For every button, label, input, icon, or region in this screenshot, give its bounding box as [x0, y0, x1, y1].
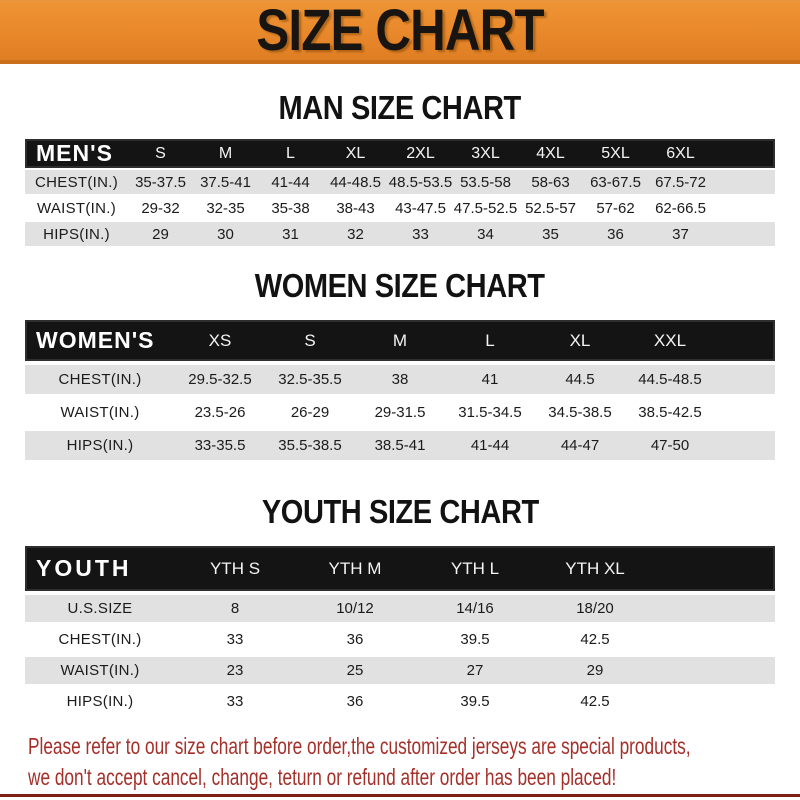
cell-value: 44-48.5	[330, 173, 381, 191]
heading-text: YOUTH SIZE CHART	[261, 493, 539, 530]
man-size-heading	[0, 90, 800, 126]
cell-value: 34	[477, 225, 494, 243]
women-size-section	[0, 268, 800, 460]
youth-size-section	[0, 494, 800, 715]
cell-value: 30	[217, 225, 234, 243]
cell-value: 32-35	[206, 199, 245, 217]
column-header: YTH S	[209, 558, 261, 578]
table-row	[25, 170, 775, 194]
footer-note	[28, 731, 800, 793]
cell-value: 44.5-48.5	[638, 371, 702, 388]
cell-value: 36	[346, 631, 364, 648]
footer-line-1: Please refer to our size chart before order,the customized jerseys are special products,	[28, 733, 691, 759]
cell-value: 35	[542, 225, 559, 243]
table-header-row	[25, 320, 775, 361]
row-label: CHEST(IN.)	[35, 173, 118, 191]
column-header: 6XL	[666, 144, 695, 162]
cell-value: 33	[226, 693, 244, 710]
cell-value: 33	[412, 225, 429, 243]
cell-value: 36	[607, 225, 624, 243]
women-size-table	[25, 320, 775, 460]
footer-line-2: we don't accept cancel, change, teturn or refund after order has been placed!	[28, 764, 617, 790]
table-row	[25, 196, 775, 220]
cell-value: 41	[481, 371, 499, 388]
column-header: S	[155, 144, 166, 162]
cell-value: 35-38	[271, 199, 310, 217]
cell-value: 29-32	[141, 199, 180, 217]
men-size-table	[25, 139, 775, 246]
column-header: L	[485, 330, 495, 350]
column-header: M	[392, 330, 408, 350]
column-header: XL	[345, 144, 366, 162]
cell-value: 10/12	[336, 600, 374, 617]
column-header: 3XL	[471, 144, 500, 162]
row-label: HIPS(IN.)	[66, 693, 134, 710]
cell-value: 38-43	[336, 199, 375, 217]
cell-value: 58-63	[531, 173, 570, 191]
table-title: WOMEN'S	[36, 327, 155, 353]
column-header: XS	[208, 330, 232, 350]
row-label: CHEST(IN.)	[58, 631, 142, 648]
cell-value: 36	[346, 693, 364, 710]
cell-value: 23	[226, 662, 244, 679]
row-label: CHEST(IN.)	[58, 371, 142, 388]
column-header: YTH XL	[565, 558, 625, 578]
row-label: WAIST(IN.)	[60, 662, 140, 679]
heading-text: MAN SIZE CHART	[278, 89, 522, 126]
cell-value: 23.5-26	[194, 404, 246, 421]
table-title: YOUTH	[36, 555, 132, 581]
cell-value: 38	[391, 371, 409, 388]
cell-value: 33-35.5	[194, 437, 246, 454]
cell-value: 29-31.5	[374, 404, 426, 421]
column-header: XXL	[653, 330, 687, 350]
table-row	[25, 398, 775, 427]
cell-value: 34.5-38.5	[548, 404, 612, 421]
row-label: U.S.SIZE	[67, 600, 133, 617]
column-header: M	[218, 144, 233, 162]
women-size-heading	[0, 268, 800, 304]
cell-value: 25	[346, 662, 364, 679]
cell-value: 48.5-53.5	[388, 173, 453, 191]
cell-value: 38.5-41	[374, 437, 426, 454]
youth-size-table	[25, 546, 775, 715]
cell-value: 39.5	[460, 631, 490, 648]
table-row	[25, 365, 775, 394]
column-header: YTH L	[450, 558, 500, 578]
cell-value: 42.5	[580, 631, 610, 648]
table-row	[25, 222, 775, 246]
cell-value: 67.5-72	[655, 173, 706, 191]
banner	[0, 0, 800, 64]
cell-value: 47-50	[650, 437, 690, 454]
column-header: YTH M	[328, 558, 382, 578]
cell-value: 29	[152, 225, 169, 243]
table-row	[25, 688, 775, 715]
cell-value: 43-47.5	[395, 199, 446, 217]
heading-text: WOMEN SIZE CHART	[255, 267, 545, 304]
column-header: L	[286, 144, 295, 162]
cell-value: 53.5-58	[460, 173, 511, 191]
cell-value: 35.5-38.5	[278, 437, 342, 454]
column-header: 2XL	[406, 144, 435, 162]
cell-value: 29	[586, 662, 604, 679]
bottom-rule	[0, 794, 800, 797]
column-header: XL	[569, 330, 591, 350]
cell-value: 33	[226, 631, 244, 648]
table-title: MEN'S	[36, 140, 113, 166]
cell-value: 39.5	[460, 693, 490, 710]
cell-value: 32	[347, 225, 364, 243]
table-row	[25, 595, 775, 622]
cell-value: 31.5-34.5	[458, 404, 522, 421]
column-header: 5XL	[601, 144, 630, 162]
table-row	[25, 626, 775, 653]
column-header: 4XL	[536, 144, 565, 162]
youth-size-heading	[0, 494, 800, 530]
cell-value: 52.5-57	[525, 199, 576, 217]
cell-value: 63-67.5	[590, 173, 641, 191]
cell-value: 29.5-32.5	[188, 371, 252, 388]
cell-value: 26-29	[290, 404, 330, 421]
table-header-row	[25, 139, 775, 168]
cell-value: 41-44	[470, 437, 510, 454]
table-row	[25, 431, 775, 460]
row-label: HIPS(IN.)	[43, 225, 110, 243]
cell-value: 37.5-41	[200, 173, 251, 191]
cell-value: 14/16	[456, 600, 494, 617]
row-label: WAIST(IN.)	[36, 199, 117, 217]
cell-value: 27	[466, 662, 484, 679]
cell-value: 18/20	[576, 600, 614, 617]
cell-value: 32.5-35.5	[278, 371, 342, 388]
row-label: WAIST(IN.)	[60, 404, 140, 421]
column-header: S	[304, 330, 316, 350]
cell-value: 57-62	[596, 199, 635, 217]
cell-value: 31	[282, 225, 299, 243]
cell-value: 42.5	[580, 693, 610, 710]
row-label: HIPS(IN.)	[66, 437, 134, 454]
cell-value: 47.5-52.5	[453, 199, 518, 217]
man-size-section	[0, 90, 800, 246]
table-row	[25, 657, 775, 684]
cell-value: 44-47	[560, 437, 600, 454]
cell-value: 38.5-42.5	[638, 404, 702, 421]
banner-title: SIZE CHART	[256, 0, 544, 63]
cell-value: 44.5	[565, 371, 595, 388]
cell-value: 35-37.5	[135, 173, 186, 191]
table-header-row	[25, 546, 775, 591]
cell-value: 8	[230, 600, 240, 617]
cell-value: 62-66.5	[655, 199, 706, 217]
cell-value: 41-44	[271, 173, 310, 191]
cell-value: 37	[672, 225, 689, 243]
